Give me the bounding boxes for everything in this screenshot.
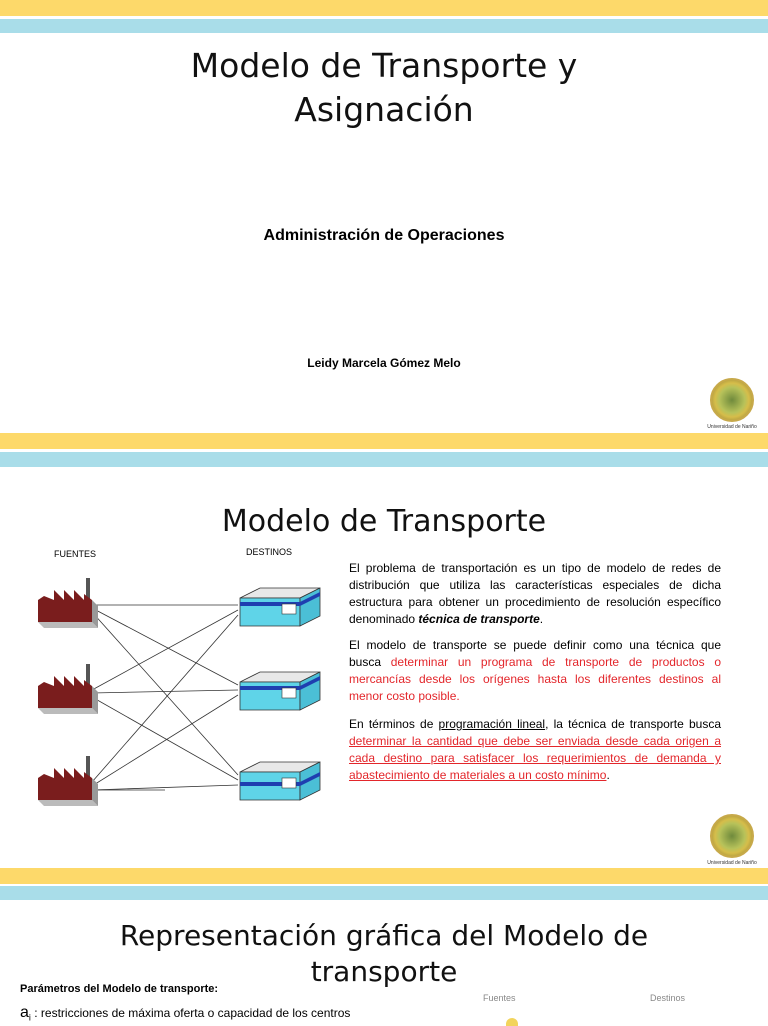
divider-blue-stripe-1 [0, 452, 768, 467]
factory-icon-1 [38, 578, 98, 628]
slide2-title: Modelo de Transporte [221, 504, 547, 539]
paragraph-technique: El modelo de transporte se puede definir como una técnica que busca determinar un programa de transporte de productos o mercancías desde los orígenes hasta los diferentes destinos al menor costo posible. [349, 638, 721, 703]
destinations-label: DESTINOS [246, 547, 293, 557]
paragraph-definition: El problema de transportación es un tipo de modelo de redes de distribución que utiliza las características especiales de dicha estructura para obtener un procedimiento de resolución específico denominado técnica de transporte. [349, 561, 721, 626]
logo-caption: Universidad de Nariño [707, 424, 757, 430]
slide3-title: Representación gráfica del Modelo de transporte [119, 919, 649, 988]
divider-yellow-stripe-2 [0, 868, 768, 884]
university-seal-icon [710, 378, 754, 422]
factory-icon-3 [38, 756, 98, 806]
slide1-subtitle: Administración de Operaciones [263, 227, 505, 244]
sources-label-2: Fuentes [483, 993, 516, 1003]
paragraph-linear-programming: En términos de programación lineal, la técnica de transporte busca determinar la cantidad que debe ser enviada desde cada origen a cada destino para satisfacer los requerimientos de demanda y abastecimiento de materiales a un costo mínimo. [349, 717, 721, 782]
destinations-label-2: Destinos [650, 993, 686, 1003]
warehouse-icon-2 [240, 672, 320, 710]
network-arrows [92, 605, 238, 790]
top-blue-stripe [0, 19, 768, 33]
logo-caption: Universidad de Nariño [707, 860, 757, 866]
param-a-line [20, 1004, 350, 1022]
sources-label: FUENTES [54, 549, 97, 559]
param-a-text: : restricciones de máxima oferta o capacidad de los centros [34, 1006, 351, 1020]
transport-network-diagram [30, 560, 330, 850]
university-logo-2 [702, 814, 762, 866]
warehouse-icon-3 [240, 762, 320, 800]
param-a-symbol: a [20, 1004, 29, 1021]
slide1-author: Leidy Marcela Gómez Melo [307, 356, 461, 370]
divider-yellow-stripe-1 [0, 433, 768, 449]
top-yellow-stripe [0, 0, 768, 16]
factory-icon-2 [38, 664, 98, 714]
param-a-subscript: i [28, 1012, 31, 1023]
partial-node-icon [506, 1018, 518, 1026]
params-heading: Parámetros del Modelo de transporte: [20, 983, 219, 995]
divider-blue-stripe-2 [0, 886, 768, 900]
university-logo-1 [702, 378, 762, 430]
university-seal-icon [710, 814, 754, 858]
slide1-title: Modelo de Transporte y Asignación [190, 46, 578, 129]
warehouse-icon-1 [240, 588, 320, 626]
